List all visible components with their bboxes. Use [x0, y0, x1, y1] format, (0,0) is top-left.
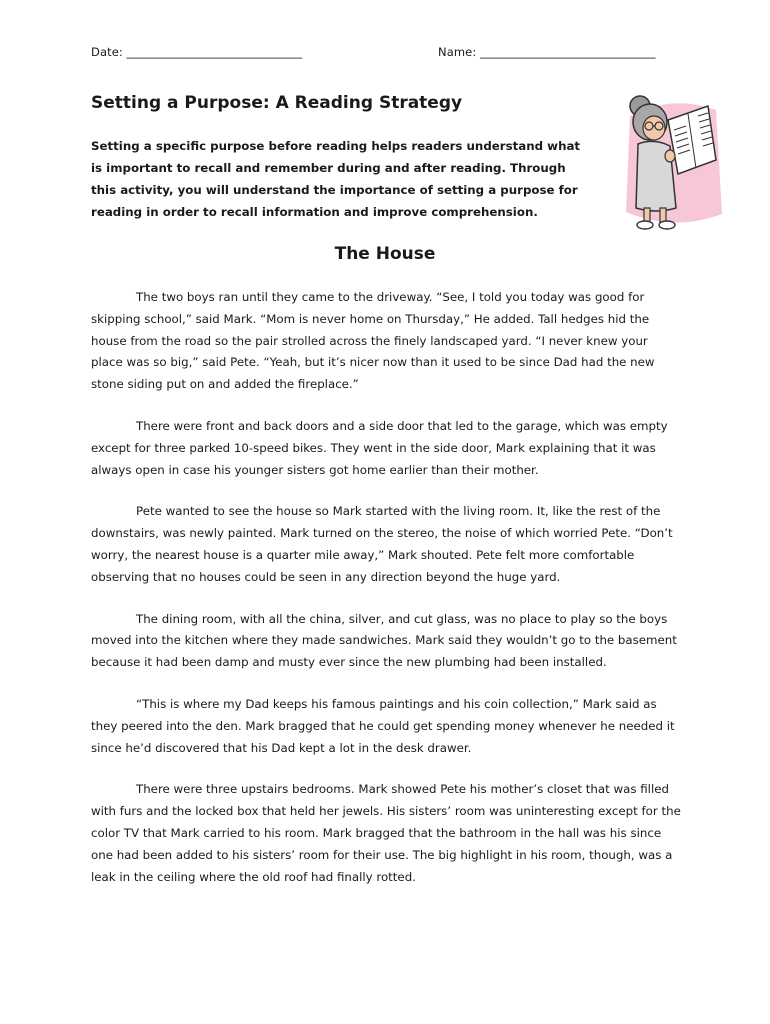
- date-field[interactable]: Date: ______________________________: [91, 45, 303, 59]
- story-paragraph: “This is where my Dad keeps his famous paintings and his coin collection,” Mark said as they peered into the den. Mark bragged that he could get spending money whenever he needed it since he’d discovered that his Dad kept a lot in the desk drawer.: [91, 696, 675, 755]
- intro-paragraph: Setting a specific purpose before reading helps readers understand what is important to recall and remember during and after reading. Through this activity, you will understand the importance of setting a purpose for reading in order to recall information and improve comprehension.: [91, 139, 581, 219]
- story-body: [91, 287, 681, 908]
- story-paragraph: The two boys ran until they came to the driveway. “See, I told you today was good for skipping school,” said Mark. “Mom is never home on Thursday,” He added. Tall hedges hid the house from the road so the pair strolled across the finely landscaped yard. “I never knew your place was so big,” said Pete. “Yeah, but it’s nicer now than it used to be since Dad had the new stone siding put on and added the fireplace.”: [91, 290, 655, 392]
- worksheet-title: Setting a Purpose: A Reading Strategy: [91, 93, 463, 113]
- story-paragraph: There were three upstairs bedrooms. Mark showed Pete his mother’s closet that was filled with furs and the locked box that held her jewels. His sisters’ room was uninteresting except for the color TV that Mark carried to his room. Mark bragged that the bathroom in the hall was his since one had been added to his sisters’ room for their use. The big highlight in his room, though, was a leak in the ceiling where the old roof had finally rotted.: [91, 782, 681, 884]
- name-field[interactable]: Name: ______________________________: [438, 45, 656, 59]
- story-paragraph: The dining room, with all the china, silver, and cut glass, was no place to play so the boys moved into the kitchen where they made sandwiches. Mark said they wouldn’t go to the basement because it had been damp and musty ever since the new plumbing had been installed.: [91, 611, 677, 670]
- story-title: The House: [334, 244, 436, 264]
- grandmother-reading-newspaper-icon: [612, 86, 724, 236]
- story-paragraph: There were front and back doors and a side door that led to the garage, which was empty except for three parked 10-speed bikes. They went in the side door, Mark explaining that it was always open in case his younger sisters got home earlier than their mother.: [91, 418, 668, 477]
- story-paragraph: Pete wanted to see the house so Mark started with the living room. It, like the rest of the downstairs, was newly painted. Mark turned on the stereo, the noise of which worried Pete. “Don’t worry, the nearest house is a quarter mile away,” Mark shouted. Pete felt more comfortable observing that no houses could be seen in any direction beyond the huge yard.: [91, 504, 673, 584]
